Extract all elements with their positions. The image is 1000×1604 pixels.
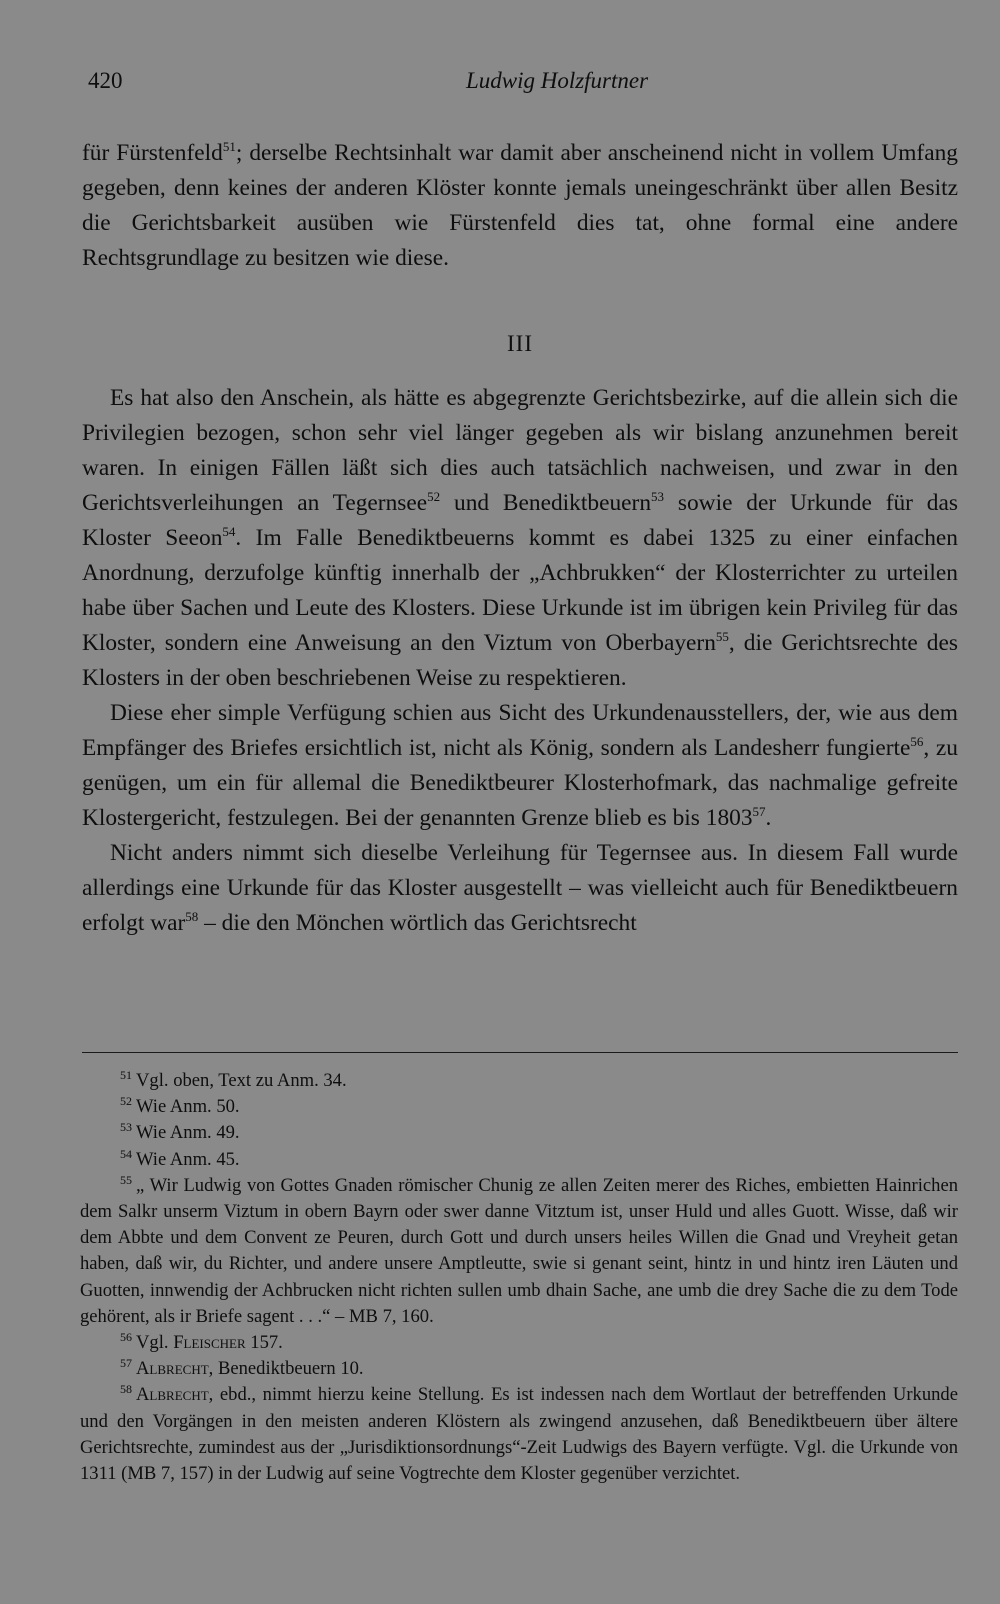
footnote-57: $^{57}$ Albrecht, Benediktbeuern 10. [120, 1356, 364, 1380]
footnote-ref-56: 56 [910, 734, 924, 749]
author-name: Albrecht [136, 1358, 209, 1380]
footnote-ref-52: 52 [427, 489, 441, 504]
author-name: Fleischer [173, 1332, 246, 1354]
footnote-51: $^{51}$ Vgl. oben, Text zu Anm. 34. [120, 1068, 347, 1091]
paragraph-1: für Fürstenfeld$^{51}$; derselbe Rechtsinhalt war damit aber anscheinend nicht in vollem Umfang gegeben, denn keines der anderen Klöster konnte jemals uneingeschränkt über allen Besitz die Gerichtsbarkeit ausüben wie Fürstenfeld dies tat, ohne formal eine andere Rechtsgrundlage zu besitzen wie diese. [82, 139, 958, 271]
footnote-58: $^{58}$ Albrecht, ebd., nimmt hierzu keine Stellung. Es ist indessen nach dem Wortlaut der betreffenden Urkunde und den Vorgängen in den meisten anderen Klöstern als zwingend anzusehen, daß Benediktbeuern über ältere Gerichtsrechte, zumindest aus der „Jurisdiktionsordnungs“-Zeit Ludwigs des Bayern verfügte. Vgl. die Urkunde von 1311 (MB 7, 157) in der Ludwig auf seine Vogtrechte dem Kloster gegenüber verzichtet. [80, 1382, 958, 1485]
page-number: 420 [88, 68, 123, 93]
footnote-ref-53: 53 [651, 489, 665, 504]
footnote-55: $^{55}$ „ Wir Ludwig von Gottes Gnaden römischer Chunig ze allen Zeiten merer des Riches, embietten Hainrichen dem Salkr unserm Viztum in obern Bayrn oder swer danne Vitztum ist, unser Huld und alles Guott. Wisse, daß wir dem Abbte und dem Convent ze Peuren, durch Gott und durch unsers heiles Willen die Gnad und Vreyheit getan haben, daß wir, du Richter, und andere unsere Amptleutte, swie si genant seint, hintz in und hintz iren Läuten und Guotten, innwendig der Achbrucken nicht richten sullen umb dhain Sache, ane umb die drey Sache die zu dem Tode gehörent, als ir Briefe sagent . . .“ – MB 7, 160. [80, 1172, 958, 1327]
footnote-52: $^{52}$ Wie Anm. 50. [120, 1094, 240, 1118]
main-text [82, 136, 958, 941]
author-name: Albrecht [136, 1384, 209, 1406]
footnote-56: $^{56}$ Vgl. Fleischer 157. [120, 1330, 283, 1354]
footnote-separator [82, 1052, 958, 1053]
footnote-ref-55: 55 [715, 629, 729, 644]
paragraph-3: Diese eher simple Verfügung schien aus Sicht des Urkundenausstellers, der, wie aus dem Empfänger des Briefes ersichtlich ist, nicht als König, sondern als Landesherr fungierte$^{56}$, zu genügen, um ein für allemal die Benediktbeurer Klosterhofmark, das nachmalige gefreite Klostergericht, festzulegen. Bei der genannten Grenze blieb es bis 1803$^{57}$. [82, 700, 958, 831]
paragraph-4: Nicht anders nimmt sich dieselbe Verleihung für Tegernsee aus. In diesem Fall wurde allerdings eine Urkunde für das Kloster ausgestellt – was vielleicht auch für Benediktbeuern erfolgt war$^{58}$ – die den Mönchen wörtlich das Gerichtsrecht [82, 840, 958, 936]
footnote-54: $^{54}$ Wie Anm. 45. [120, 1146, 240, 1170]
section-heading: III [507, 331, 533, 356]
footnote-ref-58: 58 [185, 909, 199, 924]
footnote-ref-57: 57 [752, 804, 766, 819]
footnote-53: $^{53}$ Wie Anm. 49. [120, 1120, 240, 1144]
page-header [88, 68, 936, 102]
paragraph-2: Es hat also den Anschein, als hätte es abgegrenzte Gerichtsbezirke, auf die allein sich die Privilegien bezogen, schon sehr viel länger gegeben als wir bislang anzunehmen bereit waren. In einigen Fällen läßt sich dies auch tatsächlich nachweisen, und zwar in den Gerichtsverleihungen an Tegernsee$^{52}$ und Benediktbeuern$^{53}$ sowie der Urkunde für das Kloster Seeon$^{54}$. Im Falle Benediktbeuerns kommt es dabei 1325 zu einer einfachen Anordnung, derzufolge künftig innerhalb der „Achbrukken“ der Klosterrichter zu urteilen habe über Sachen und Leute des Klosters. Diese Urkunde ist im übrigen kein Privileg für das Kloster, sondern eine Anweisung an den Viztum von Oberbayern$^{55}$, die Gerichtsrechte des Klosters in der oben beschriebenen Weise zu respektieren. [82, 385, 958, 691]
running-title: Ludwig Holzfurtner [465, 68, 649, 93]
footnote-ref-51: 51 [222, 139, 236, 154]
footnote-ref-54: 54 [222, 524, 236, 539]
footnotes [80, 1068, 958, 1487]
